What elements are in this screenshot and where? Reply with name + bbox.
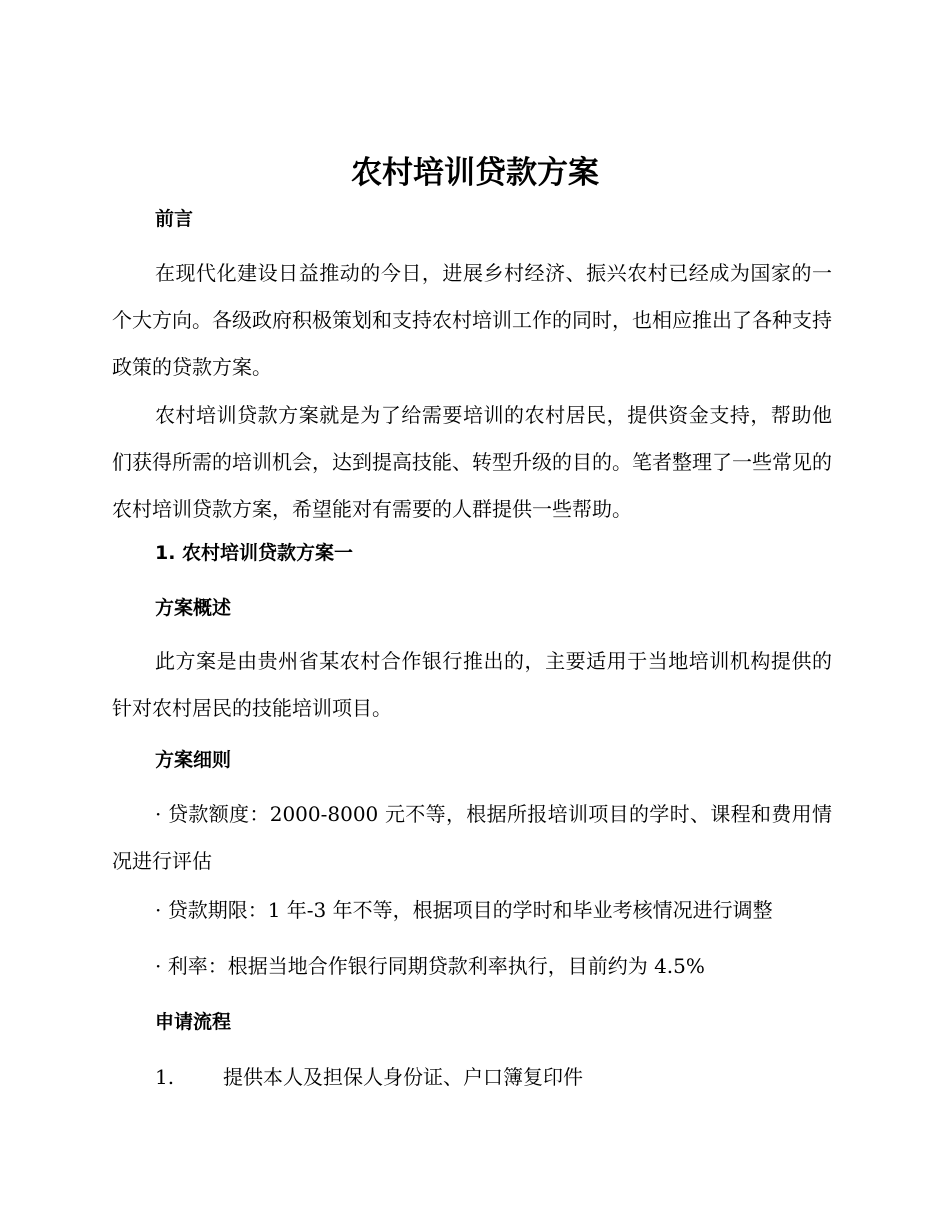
details-item-term: · 贷款期限：1 年-3 年不等，根据项目的学时和毕业考核情况进行调整 [155, 898, 773, 922]
section-1-heading: 1. 农村培训贷款方案一 [155, 542, 354, 564]
intro-paragraph-1: 在现代化建设日益推动的今日，进展乡村经济、振兴农村已经成为国家的一个大方向。各级政府积极策划和支持农村培训工作的同时，也相应推出了各种支持政策的贷款方案。 [112, 261, 832, 379]
process-item-1 [155, 1057, 835, 1097]
details-item-rate: · 利率：根据当地合作银行同期贷款利率执行，目前约为 4.5% [155, 954, 705, 978]
details-item-amount: · 贷款额度：2000-8000 元不等，根据所报培训项目的学时、课程和费用情况进行评估 [112, 802, 832, 873]
overview-paragraph: 此方案是由贵州省某农村合作银行推出的，主要适用于当地培训机构提供的针对农村居民的技能培训项目。 [112, 649, 832, 720]
process-item-text: 提供本人及担保人身份证、户口簿复印件 [223, 1065, 583, 1089]
overview-heading: 方案概述 [155, 597, 232, 619]
document-title: 农村培训贷款方案 [351, 155, 599, 191]
process-heading: 申请流程 [155, 1011, 232, 1033]
intro-paragraph-2: 农村培训贷款方案就是为了给需要培训的农村居民，提供资金支持，帮助他们获得所需的培训机会，达到提高技能、转型升级的目的。笔者整理了一些常见的农村培训贷款方案，希望能对有需要的人群提供一些帮助。 [112, 403, 832, 521]
intro-heading: 前言 [155, 208, 194, 230]
process-item-number: 1. [155, 1065, 175, 1089]
details-heading: 方案细则 [155, 749, 232, 771]
